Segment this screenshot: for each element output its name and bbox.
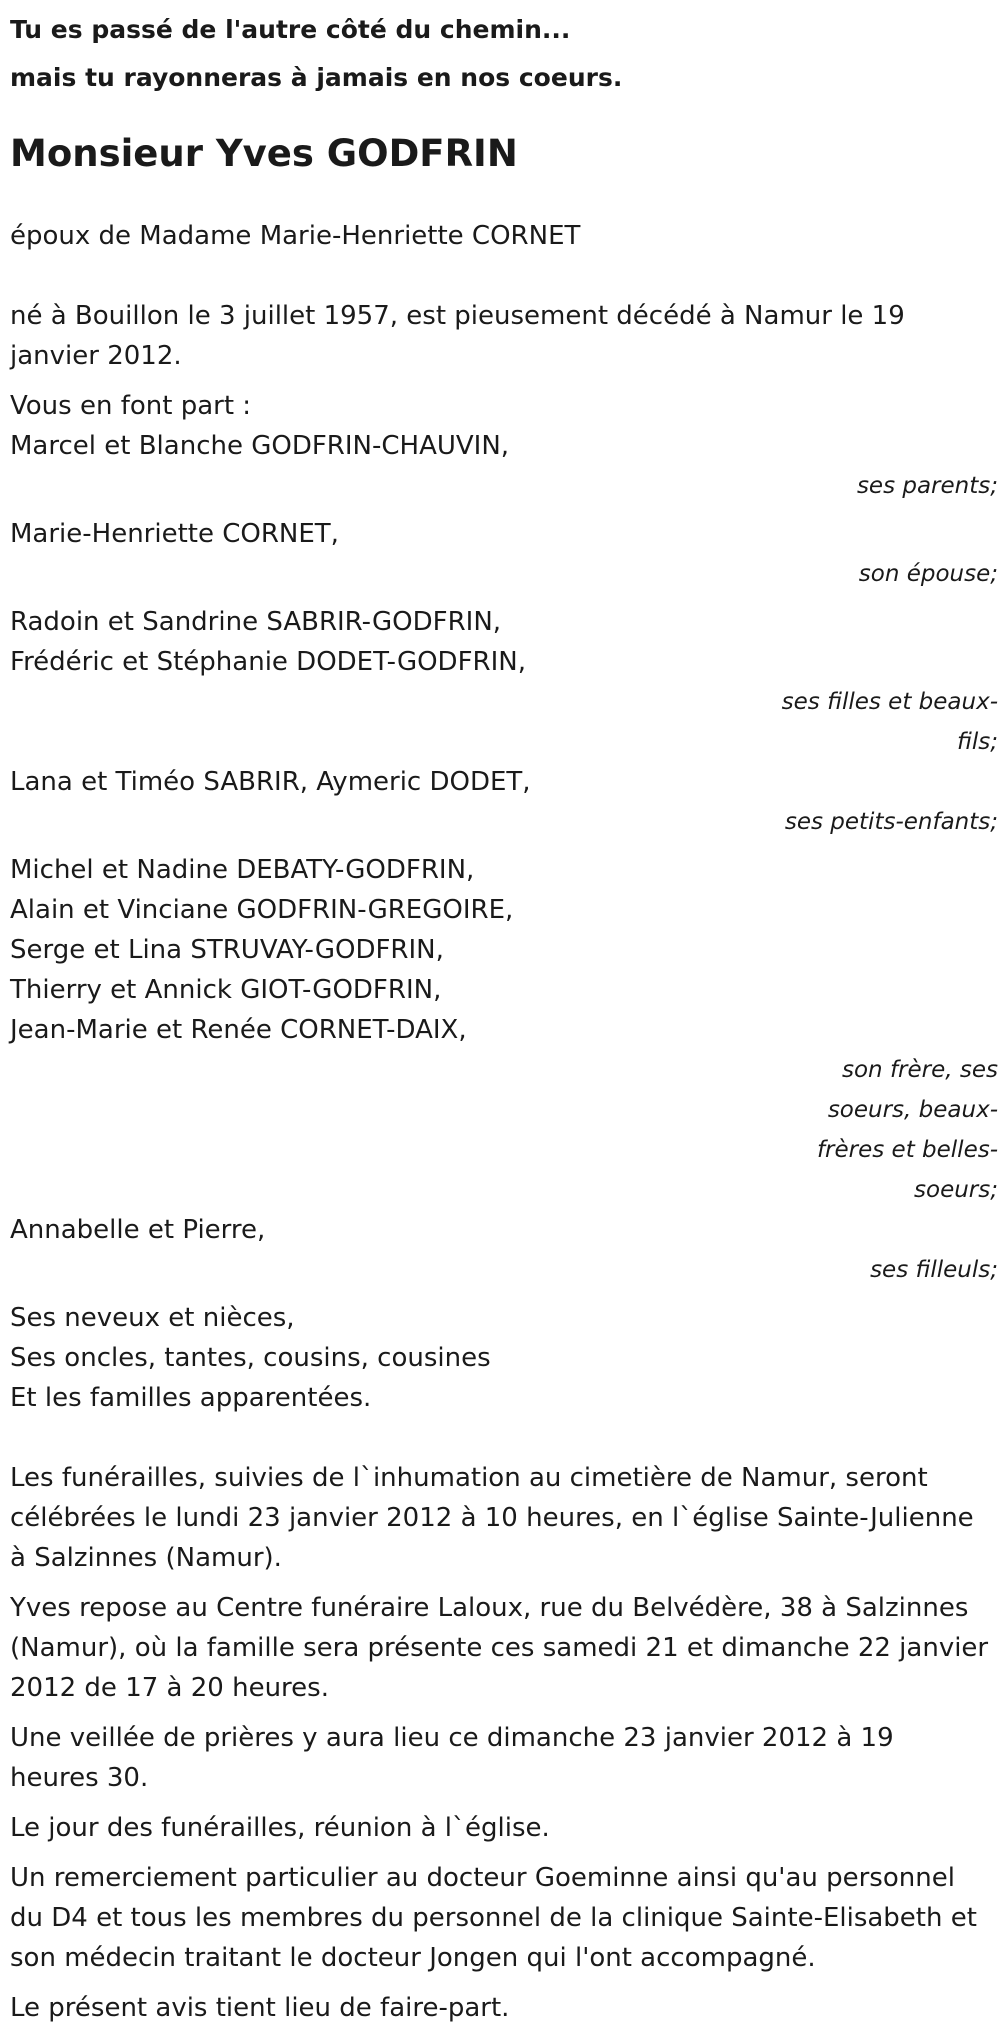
family-name-line: Alain et Vinciane GODFRIN-GREGOIRE, [10,895,514,925]
closing-notice: Le présent avis tient lieu de faire-part. [10,1993,510,2023]
family-name-line: Marie-Henriette CORNET, [10,519,339,549]
family-group-daughters [10,602,998,762]
other-relatives [10,1298,990,1418]
epigraph-line-2: mais tu rayonneras à jamais en nos coeurs. [10,63,623,92]
family-group-godchildren [10,1210,998,1290]
birth-death-line: né à Bouillon le 3 juillet 1957, est pieusement décédé à Namur le 19 janvier 2012. [10,301,905,371]
meeting-details: Le jour des funérailles, réunion à l`église. [10,1813,550,1843]
other-relatives-line: Et les familles apparentées. [10,1383,372,1413]
relation-label: ses parents; [856,473,998,499]
family-name-line: Annabelle et Pierre, [10,1215,266,1245]
relation-label: ses petits-enfants; [784,809,998,835]
viewing-details: Yves repose au Centre funéraire Laloux, rue du Belvédère, 38 à Salzinnes (Namur), où la famille sera présente ces samedi 21 et dimanche 22 janvier 2012 de 17 à 20 heures. [10,1593,989,1703]
deceased-name: Monsieur Yves GODFRIN [10,132,518,175]
family-name-line: Lana et Timéo SABRIR, Aymeric DODET, [10,767,531,797]
vigil-details: Une veillée de prières y aura lieu ce dimanche 23 janvier 2012 à 19 heures 30. [10,1723,894,1793]
other-relatives-line: Ses oncles, tantes, cousins, cousines [10,1343,491,1373]
obituary-notice [10,6,998,2028]
relation-label: ses filles et beaux-fils; [781,689,998,755]
family-name-line: Thierry et Annick GIOT-GODFRIN, [10,975,442,1005]
family-name-line: Jean-Marie et Renée CORNET-DAIX, [10,1015,467,1045]
other-relatives-line: Ses neveux et nièces, [10,1303,295,1333]
family-group-parents [10,426,998,506]
announce-intro: Vous en font part : [10,391,252,421]
family-name-line: Serge et Lina STRUVAY-GODFRIN, [10,935,444,965]
epigraph-line-1: Tu es passé de l'autre côté du chemin... [10,15,571,44]
family-group-grandchildren [10,762,998,842]
family-name-line: Radoin et Sandrine SABRIR-GODFRIN, [10,607,502,637]
family-name-line: Frédéric et Stéphanie DODET-GODFRIN, [10,647,526,677]
family-name-line: Michel et Nadine DEBATY-GODFRIN, [10,855,475,885]
funeral-details: Les funérailles, suivies de l`inhumation au cimetière de Namur, seront célébrées le lundi 23 janvier 2012 à 10 heures, en l`église Sainte-Julienne à Salzinnes (Namur). [10,1463,974,1573]
relation-label: son frère, ses soeurs, beaux-frères et belles-soeurs; [816,1057,998,1203]
relation-label: ses filleuls; [870,1257,998,1283]
family-group-spouse [10,514,998,594]
relation-label: son épouse; [858,561,998,587]
family-name-line: Marcel et Blanche GODFRIN-CHAUVIN, [10,431,510,461]
acknowledgements: Un remerciement particulier au docteur Goeminne ainsi qu'au personnel du D4 et tous les membres du personnel de la clinique Sainte-Elisabeth et son médecin traitant le docteur Jongen qui l'ont accompagné. [10,1863,977,1973]
spouse-line: époux de Madame Marie-Henriette CORNET [10,221,581,251]
family-group-siblings [10,850,998,1210]
